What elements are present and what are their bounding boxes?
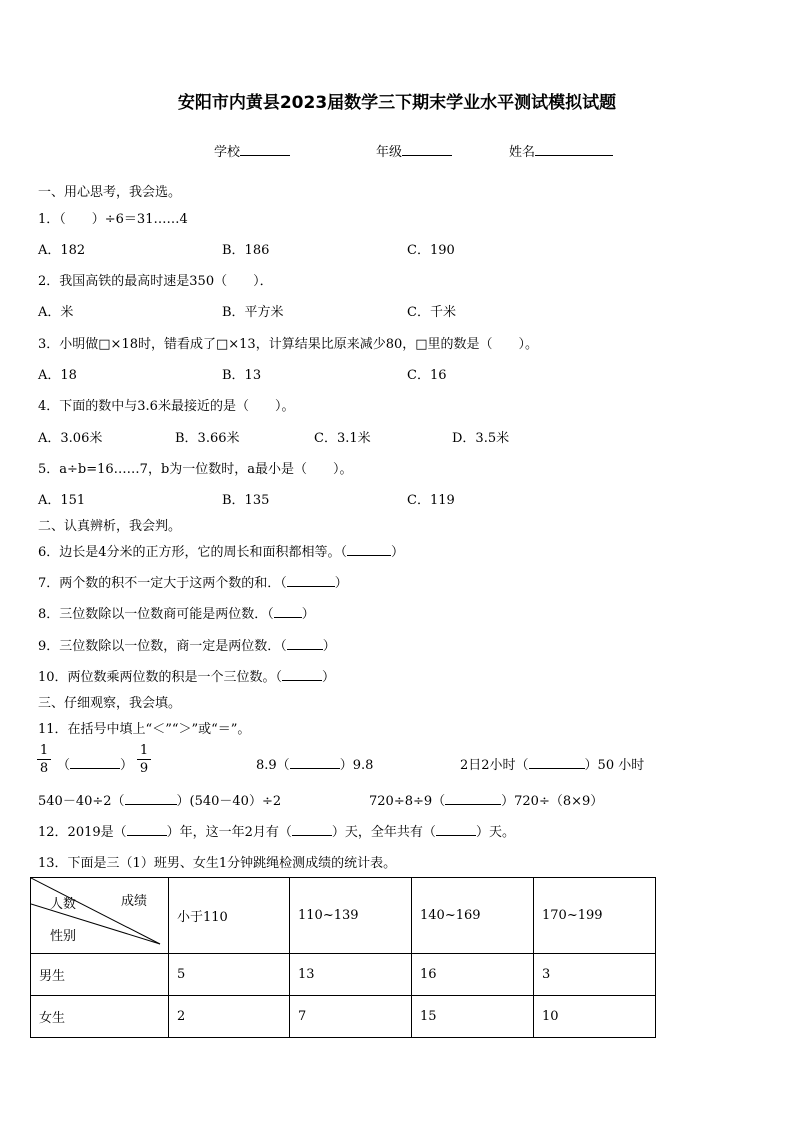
question-5: 5．a÷b=16……7，b为一位数时，a最小是（ ）。	[38, 462, 353, 477]
table-cell: 10	[534, 996, 656, 1038]
column-header: 110~139	[290, 878, 412, 954]
section3-heading: 三、仔细观察，我会填。	[38, 696, 182, 711]
name-field[interactable]	[509, 141, 613, 160]
fraction-numerator: 1	[139, 743, 149, 758]
table-cell: 3	[534, 954, 656, 996]
q8-answer-blank[interactable]	[274, 605, 302, 618]
section2-heading: 二、认真辨析，我会判。	[38, 519, 182, 534]
q6-answer-blank[interactable]	[347, 543, 391, 556]
corner-label-score: 成绩	[121, 894, 148, 909]
school-blank[interactable]	[240, 143, 290, 156]
question-1: 1．（ ）÷6＝31……4	[38, 212, 188, 227]
q3-option-a[interactable]: A．18	[38, 368, 77, 383]
question-3: 3．小明做□×18时，错看成了□×13，计算结果比原来减少80，□里的数是（ ）。	[38, 337, 539, 352]
question-13: 13．下面是三（1）班男、女生1分钟跳绳检测成绩的统计表。	[38, 856, 397, 871]
q7-close: ）	[334, 576, 348, 591]
q1-option-b[interactable]: B．186	[222, 243, 270, 258]
q11-item2-left: 8.9（	[256, 758, 290, 773]
table-cell: 13	[290, 954, 412, 996]
table-cell: 7	[290, 996, 412, 1038]
q6-text: 6．边长是4分米的正方形，它的周长和面积都相等。（	[38, 545, 348, 560]
question-8	[38, 603, 315, 622]
fraction-denominator: 9	[139, 761, 149, 776]
grade-blank[interactable]	[402, 143, 452, 156]
table-cell: 16	[412, 954, 534, 996]
question-11: 11．在括号中填上“＜”“＞”或“＝”。	[38, 722, 251, 737]
q11-blank-2[interactable]	[290, 756, 340, 769]
question-7	[38, 572, 348, 591]
fraction-denominator: 8	[39, 761, 49, 776]
grade-field[interactable]	[376, 141, 452, 160]
q11-blank-5[interactable]	[445, 792, 501, 805]
grade-label: 年级	[376, 145, 403, 160]
q11-item4-left: 540－40÷2（	[38, 794, 125, 809]
fraction-numerator: 1	[39, 743, 49, 758]
question-12	[38, 821, 515, 840]
column-header: 小于110	[169, 878, 290, 954]
question-9	[38, 635, 336, 654]
q3-option-b[interactable]: B．13	[222, 368, 262, 383]
q5-option-b[interactable]: B．135	[222, 493, 270, 508]
q11-item4-right: ）(540－40）÷2	[176, 794, 282, 809]
q11-blank-3[interactable]	[529, 756, 585, 769]
q4-option-a[interactable]: A．3.06米	[38, 431, 103, 446]
diagonal-header	[31, 878, 168, 953]
q11-item5-left: 720÷8÷9（	[369, 794, 446, 809]
q11-compare-3	[460, 754, 644, 773]
question-2: 2．我国高铁的最高时速是350（ ）．	[38, 274, 273, 289]
paren-open: （	[57, 758, 71, 773]
question-10	[38, 666, 335, 685]
q11-blank-1[interactable]	[70, 756, 120, 769]
q9-text: 9．三位数除以一位数，商一定是两位数．（	[38, 639, 287, 654]
q4-option-b[interactable]: B．3.66米	[175, 431, 240, 446]
q12-part3: ）天，全年共有（	[331, 825, 436, 840]
table-cell: 5	[169, 954, 290, 996]
q11-item3-right: ）50 小时	[584, 758, 645, 773]
q9-answer-blank[interactable]	[287, 637, 323, 650]
q9-close: ）	[322, 639, 336, 654]
q1-option-a[interactable]: A．182	[38, 243, 86, 258]
q5-option-a[interactable]: A．151	[38, 493, 86, 508]
q11-compare-5	[369, 790, 603, 809]
row-label-girls: 女生	[31, 996, 169, 1038]
q12-part1: 12．2019是（	[38, 825, 127, 840]
fraction-one-eighth	[37, 743, 51, 776]
corner-label-gender: 性别	[50, 929, 77, 944]
fraction-one-ninth	[137, 743, 151, 776]
q5-option-c[interactable]: C．119	[407, 493, 455, 508]
q4-option-d[interactable]: D．3.5米	[452, 431, 510, 446]
q11-compare-1	[57, 754, 133, 773]
column-header: 170~199	[534, 878, 656, 954]
q7-answer-blank[interactable]	[287, 574, 335, 587]
q4-option-c[interactable]: C．3.1米	[314, 431, 371, 446]
q3-option-c[interactable]: C．16	[407, 368, 447, 383]
q12-blank-total[interactable]	[436, 823, 476, 836]
table-cell: 15	[412, 996, 534, 1038]
q6-close: ）	[391, 545, 405, 560]
q10-close: ）	[322, 670, 336, 685]
corner-label-count: 人数	[50, 897, 77, 912]
q12-part4: ）天。	[475, 825, 515, 840]
q12-blank-february[interactable]	[292, 823, 332, 836]
name-label: 姓名	[509, 145, 536, 160]
table-cell: 2	[169, 996, 290, 1038]
question-4: 4．下面的数中与3.6米最接近的是（ ）。	[38, 399, 295, 414]
page-title: 安阳市内黄县2023届数学三下期末学业水平测试模拟试题	[177, 93, 617, 113]
name-blank[interactable]	[535, 143, 613, 156]
column-header: 140~169	[412, 878, 534, 954]
q11-compare-2	[256, 754, 373, 773]
table-header-row	[31, 878, 656, 954]
q11-blank-4[interactable]	[125, 792, 177, 805]
q11-item3-left: 2日2小时（	[460, 758, 529, 773]
q8-close: ）	[301, 607, 315, 622]
q11-item2-right: ）9.8	[339, 758, 374, 773]
q11-item5-right: ）720÷（8×9）	[501, 794, 604, 809]
q10-text: 10．两位数乘两位数的积是一个三位数。（	[38, 670, 283, 685]
fraction-bar	[37, 759, 51, 760]
q7-text: 7．两个数的积不一定大于这两个数的和．（	[38, 576, 287, 591]
school-label: 学校	[214, 145, 241, 160]
table-row	[31, 996, 656, 1038]
q2-option-b[interactable]: B．平方米	[222, 305, 284, 320]
q10-answer-blank[interactable]	[282, 668, 322, 681]
school-field[interactable]	[214, 141, 290, 160]
table-corner-cell	[31, 878, 169, 954]
q8-text: 8．三位数除以一位数商可能是两位数．（	[38, 607, 274, 622]
q12-blank-year[interactable]	[127, 823, 167, 836]
q2-option-c[interactable]: C．千米	[407, 305, 456, 320]
table-row	[31, 954, 656, 996]
q12-part2: ）年，这一年2月有（	[166, 825, 292, 840]
jump-rope-table	[30, 877, 656, 1038]
paren-close: ）	[120, 758, 134, 773]
q2-option-a[interactable]: A．米	[38, 305, 74, 320]
section1-heading: 一、用心思考，我会选。	[38, 185, 182, 200]
q11-compare-4	[38, 790, 281, 809]
row-label-boys: 男生	[31, 954, 169, 996]
fraction-bar	[137, 759, 151, 760]
q1-option-c[interactable]: C．190	[407, 243, 455, 258]
question-6	[38, 541, 404, 560]
